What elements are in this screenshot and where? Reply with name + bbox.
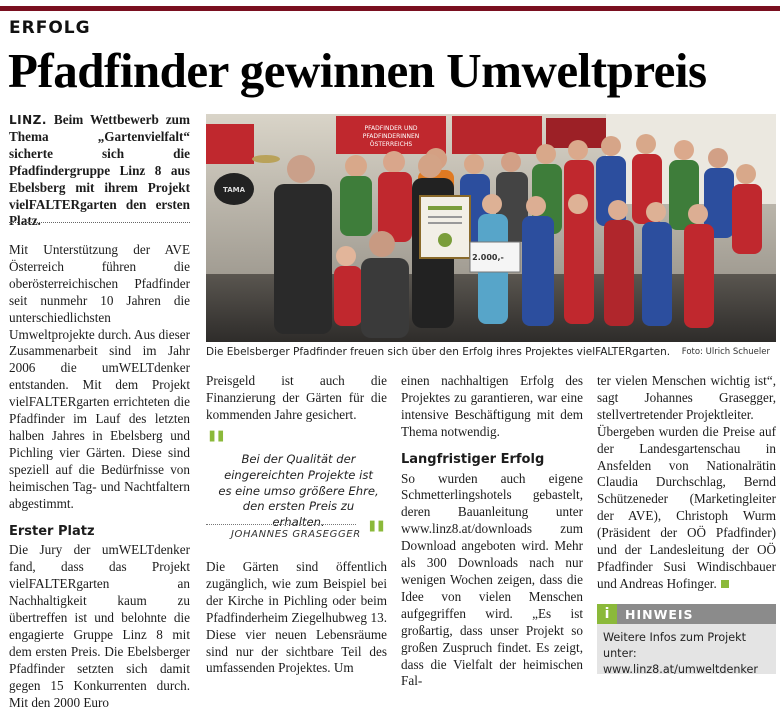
column-4 (597, 373, 776, 593)
dateline: LINZ. (9, 113, 47, 127)
column-2 (206, 373, 387, 424)
info-box-title: HINWEIS (625, 607, 694, 622)
banner (206, 124, 254, 164)
paragraph: Die Jury der umWELTdenker fand, dass das Projekt vielFALTERgarten an Nachhaltigkeit kaum zu übertreffen ist und belohnte die engagierte Gruppe Linz 8 mit dem ersten Preis. Die Ebelsberger Pfadfinder setzten sich damit gegen 15 Konkurrenten durch. Mit den 2000 Euro (9, 542, 190, 710)
banner-text: PFADFINDER UND (364, 125, 418, 132)
column-3 (401, 373, 583, 690)
group-photo (206, 114, 776, 342)
photo-credit: Foto: Ulrich Schueler (681, 347, 770, 357)
section-label: ERFOLG (9, 18, 91, 38)
banner (452, 116, 542, 154)
column-1 (9, 242, 190, 711)
subheading-erster-platz: Erster Platz (9, 523, 95, 539)
end-mark-icon (721, 580, 729, 588)
quote-text: Bei der Qualität der eingereichten Projekte ist es eine umso größere Ehre, den ersten Preis zu erhalten. (218, 452, 379, 530)
drum-text: TAMA (222, 186, 246, 194)
lead-divider (9, 222, 190, 223)
paragraph: Mit Unterstützung der AVE Österreich führen die oberösterreichischen Pfadfinder seit nunmehr 10 Jahren die unterschiedlichsten Umweltprojekte durch. Aus dieser Zusammenarbeit sind im Jahr 2006 die umWELTdenker entstanden. Mit dem Projekt vielFALTERgarten errichteten die Pfadfinder im Lauf des letzten halben Jahres in Ebelsberg und Pichling vier Gärten. Diese sind speziell auf die Bedürfnisse von heimischen Tag- und Nachtfaltern abgestimmt. (9, 242, 190, 511)
subheading-langfristiger-erfolg: Langfristiger Erfolg (401, 451, 545, 467)
quote-rule (206, 524, 356, 525)
info-box-text: Weitere Infos zum Projekt unter: www.linz8.at/umweltdenker (603, 631, 758, 676)
top-rule (0, 6, 780, 11)
lead-paragraph (9, 112, 190, 230)
paragraph (597, 424, 776, 593)
certificate (420, 196, 470, 258)
paragraph: So wurden auch eigene Schmetterlingshotels gebastelt, deren Bauanleitung unter www.linz8.at/downloads zum Download angeboten wird. Mehr als 300 Downloads nach nur wenigen Wochen zeigen, dass die Idee von vielen Menschen aufgegriffen wird. „Es ist großartig, dass unser Projekt so großen Zuspruch findet. Es zeigt, dass die Vielfalt der heimischen Fal- (401, 470, 583, 689)
paragraph: Die Gärten sind öffentlich zugänglich, wie zum Beispiel bei der Kirche in Pichling oder beim Pfadfinderheim Ziegelhubweg 13. Diese vier neuen Lebensräume sind nur der sichtbare Teil des umfassenden Projektes. Um (206, 559, 387, 676)
column-2-lower (206, 559, 387, 677)
info-box (597, 604, 776, 674)
lead-text: Beim Wettbewerb zum Thema „Gartenvielfalt“ sicherte sich die Pfadfindergruppe Linz 8 aus Ebelsberg mit ihrem Projekt vielFALTERgarten den ersten Platz. (9, 112, 190, 229)
paragraph: Preisgeld ist auch die Finanzierung der Gärten für die kommenden Jahre gesichert. (206, 373, 387, 422)
banner-text: PFADFINDERINNEN (362, 133, 420, 140)
photo-illustration (206, 114, 776, 342)
quote-author: JOHANNES GRASEGGER (231, 529, 361, 540)
info-icon: i (597, 604, 617, 624)
headline: Pfadfinder gewinnen Umweltpreis (8, 43, 707, 98)
banner-text: ÖSTERREICHS (369, 141, 413, 148)
photo-caption (206, 346, 776, 358)
pull-quote (206, 423, 387, 560)
quote-open-icon: " (206, 423, 227, 470)
paragraph-text: Übergeben wurden die Preise auf der Landesgartenschau in Ansfelden von Nationalrätin Claudia Durchschlag, Bernd Schützeneder (Marketingleiter der AVE), Christoph Wurm (Präsident der OÖ Pfadfinder) und der Landesleitung der OÖ Pfadfinder Susi Windischbauer und Andreas Hofinger. (597, 423, 776, 591)
caption-text: Die Ebelsberger Pfadfinder freuen sich über den Erfolg ihres Projektes vielFALTERgarten. (206, 346, 671, 358)
check-text: 2.000,- (472, 253, 504, 262)
cymbal (252, 155, 280, 163)
quote-close-icon: " (366, 513, 387, 560)
paragraph: einen nachhaltigen Erfolg des Projektes zu garantieren, war eine intensive Beschäftigung mit dem Thema notwendig. (401, 373, 583, 439)
paragraph: ter vielen Menschen wichtig ist“, sagt Johannes Grasegger, stellvertretender Projektleiter. (597, 373, 776, 422)
